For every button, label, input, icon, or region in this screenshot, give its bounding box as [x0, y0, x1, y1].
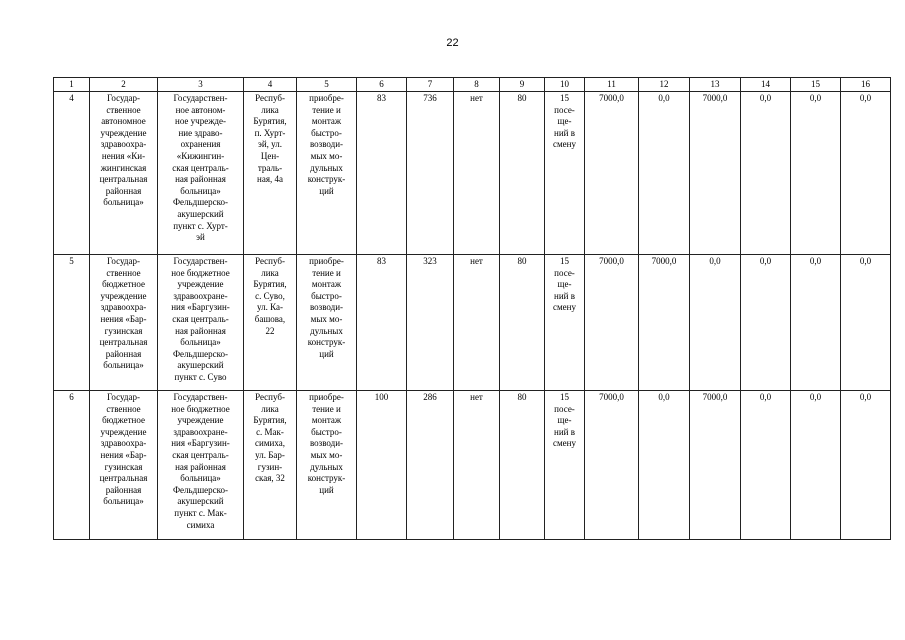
column-header: 8 — [454, 78, 500, 92]
address-cell: Респуб- лика Бурятия, с. Суво, ул. Ка- башова, 22 — [244, 255, 297, 391]
amount-cell: 7000,0 — [690, 391, 741, 540]
column-header: 5 — [297, 78, 357, 92]
object-name-cell: Государствен- ное бюджетное учреждение здравоохране- ния «Баргузин- ская централь- ная районная больница» Фельдшерско- акушерский пункт с. Суво — [158, 255, 244, 391]
object-name-cell: Государствен- ное автоном- ное учрежде- ние здраво- охранения «Кижингин- ская централь- ная районная больница» Фельдшерско- акушерский пункт с. Хурт- эй — [158, 92, 244, 255]
table-cell: 100 — [357, 391, 407, 540]
amount-cell: 0,0 — [741, 391, 791, 540]
table-cell: 80 — [500, 255, 545, 391]
table-row — [54, 255, 891, 391]
table-cell: нет — [454, 391, 500, 540]
capacity-cell: 15 посе- ще- ний в смену — [545, 391, 585, 540]
table-cell: 80 — [500, 92, 545, 255]
column-header: 10 — [545, 78, 585, 92]
table-cell: 83 — [357, 255, 407, 391]
page-number: 22 — [446, 37, 459, 49]
work-type-cell: приобре- тение и монтаж быстро- возводи- мых мо- дульных конструк- ций — [297, 391, 357, 540]
work-type-cell: приобре- тение и монтаж быстро- возводи- мых мо- дульных конструк- ций — [297, 92, 357, 255]
amount-cell: 0,0 — [791, 391, 841, 540]
institution-cell: Государ- ственное бюджетное учреждение здравоохра- нения «Бар- гузинская центральная районная больница» — [90, 391, 158, 540]
column-header: 4 — [244, 78, 297, 92]
table-cell: 80 — [500, 391, 545, 540]
table-row — [54, 92, 891, 255]
amount-cell: 7000,0 — [585, 255, 639, 391]
table-cell: нет — [454, 92, 500, 255]
amount-cell: 7000,0 — [690, 92, 741, 255]
header-row — [54, 78, 891, 92]
column-header: 7 — [407, 78, 454, 92]
column-header: 3 — [158, 78, 244, 92]
amount-cell: 0,0 — [639, 391, 690, 540]
amount-cell: 7000,0 — [639, 255, 690, 391]
table-row — [54, 391, 891, 540]
amount-cell: 0,0 — [741, 92, 791, 255]
object-name-cell: Государствен- ное бюджетное учреждение здравоохране- ния «Баргузин- ская централь- ная районная больница» Фельдшерско- акушерский пункт с. Мак- симиха — [158, 391, 244, 540]
capacity-cell: 15 посе- ще- ний в смену — [545, 255, 585, 391]
amount-cell: 0,0 — [841, 391, 891, 540]
amount-cell: 7000,0 — [585, 92, 639, 255]
amount-cell: 0,0 — [639, 92, 690, 255]
row-number-cell: 6 — [54, 391, 90, 540]
column-header: 11 — [585, 78, 639, 92]
column-header: 9 — [500, 78, 545, 92]
table-cell: нет — [454, 255, 500, 391]
amount-cell: 0,0 — [841, 255, 891, 391]
amount-cell: 0,0 — [690, 255, 741, 391]
column-header: 2 — [90, 78, 158, 92]
table-cell: 83 — [357, 92, 407, 255]
column-header: 13 — [690, 78, 741, 92]
capacity-cell: 15 посе- ще- ний в смену — [545, 92, 585, 255]
amount-cell: 7000,0 — [585, 391, 639, 540]
row-number-cell: 5 — [54, 255, 90, 391]
table-cell: 286 — [407, 391, 454, 540]
amount-cell: 0,0 — [791, 92, 841, 255]
amount-cell: 0,0 — [741, 255, 791, 391]
institution-cell: Государ- ственное автономное учреждение здравоохра- нения «Ки- жингинская центральная районная больница» — [90, 92, 158, 255]
amount-cell: 0,0 — [841, 92, 891, 255]
data-table — [53, 77, 891, 540]
amount-cell: 0,0 — [791, 255, 841, 391]
address-cell: Респуб- лика Бурятия, с. Мак- симиха, ул. Бар- гузин- ская, 32 — [244, 391, 297, 540]
column-header: 16 — [841, 78, 891, 92]
row-number-cell: 4 — [54, 92, 90, 255]
table-cell: 736 — [407, 92, 454, 255]
column-header: 1 — [54, 78, 90, 92]
column-header: 15 — [791, 78, 841, 92]
institution-cell: Государ- ственное бюджетное учреждение здравоохра- нения «Бар- гузинская центральная районная больница» — [90, 255, 158, 391]
column-header: 14 — [741, 78, 791, 92]
work-type-cell: приобре- тение и монтаж быстро- возводи- мых мо- дульных конструк- ций — [297, 255, 357, 391]
table-cell: 323 — [407, 255, 454, 391]
column-header: 12 — [639, 78, 690, 92]
address-cell: Респуб- лика Бурятия, п. Хурт- эй, ул. Цен- траль- ная, 4а — [244, 92, 297, 255]
column-header: 6 — [357, 78, 407, 92]
